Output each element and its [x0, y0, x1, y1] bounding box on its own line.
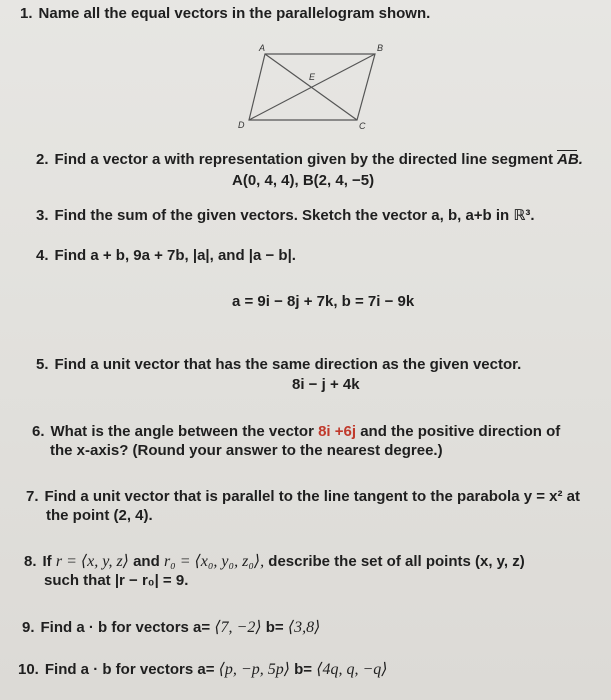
- question-text: Find a · b for vectors a=: [40, 619, 211, 636]
- question-number: 3.: [36, 207, 49, 224]
- vertex-label-b: B: [377, 43, 384, 53]
- question-4: [36, 246, 296, 266]
- segment-ab: [557, 150, 583, 170]
- vertex-label-a: A: [259, 43, 266, 53]
- vector-a: ⟨p, −p, 5p⟩: [218, 661, 290, 678]
- diagonal-bd: [249, 54, 375, 120]
- question-text: Find a vector a with representation given by the directed line segment: [54, 151, 553, 168]
- question-number: 1.: [20, 5, 33, 22]
- question-8: [24, 552, 525, 572]
- q8-line-2: such that |r − r₀| = 9.: [44, 572, 189, 589]
- question-text-pre: If: [42, 553, 52, 570]
- b-label: b=: [265, 619, 284, 636]
- question-6: [32, 422, 560, 442]
- vertex-label-c: C: [359, 121, 366, 130]
- q5-vector: 8i − j + 4k: [292, 376, 360, 393]
- q6-line-2: the x-axis? (Round your answer to the nearest degree.): [50, 442, 443, 459]
- question-text: Find a unit vector that is parallel to the line tangent to the parabola y = x² at: [44, 488, 581, 505]
- question-number: 6.: [32, 423, 45, 440]
- question-number: 10.: [18, 661, 39, 678]
- question-text-and: and: [133, 553, 160, 570]
- question-text: Find the sum of the given vectors. Sketch the vector a, b, a+b in ℝ³.: [54, 207, 535, 224]
- vertex-label-d: D: [238, 120, 245, 130]
- question-text: Find a + b, 9a + 7b, |a|, and |a − b|.: [54, 247, 296, 264]
- question-10: [18, 660, 388, 680]
- question-9: [22, 618, 320, 638]
- q7-line-2: the point (2, 4).: [46, 507, 153, 524]
- question-number: 7.: [26, 488, 39, 505]
- vector-b: ⟨4q, q, −q⟩: [316, 661, 388, 678]
- question-number: 4.: [36, 247, 49, 264]
- question-text: What is the angle between the vector: [50, 423, 314, 440]
- q6-vector: 8i +6j: [318, 423, 357, 440]
- r0-definition: r₀ = ⟨x₀, y₀, z₀⟩,: [163, 553, 265, 570]
- question-1: [20, 4, 430, 24]
- parallelogram-figure: [235, 40, 385, 130]
- question-number: 8.: [24, 553, 37, 570]
- question-number: 9.: [22, 619, 35, 636]
- question-text: describe the set of all points (x, y, z): [268, 553, 525, 570]
- r-definition: r = ⟨x, y, z⟩: [55, 553, 129, 570]
- question-number: 5.: [36, 356, 49, 373]
- question-text: Name all the equal vectors in the parallelogram shown.: [38, 5, 431, 22]
- vector-arrow-bar: [557, 150, 577, 151]
- question-text: Find a unit vector that has the same direction as the given vector.: [54, 356, 522, 373]
- vector-b: ⟨3,8⟩: [287, 619, 321, 636]
- segment-label: AB.: [557, 151, 583, 168]
- question-2: [36, 150, 583, 170]
- question-5: [36, 355, 521, 375]
- question-number: 2.: [36, 151, 49, 168]
- b-label: b=: [294, 661, 313, 678]
- vector-a: ⟨7, −2⟩: [214, 619, 262, 636]
- question-7: [26, 487, 580, 507]
- q4-vectors: a = 9i − 8j + 7k, b = 7i − 9k: [232, 293, 415, 310]
- question-text-cont: and the positive direction of: [360, 423, 561, 440]
- q2-points: A(0, 4, 4), B(2, 4, −5): [232, 172, 375, 189]
- center-label-e: E: [309, 72, 316, 82]
- question-text: Find a · b for vectors a=: [44, 661, 215, 678]
- question-3: [36, 206, 535, 226]
